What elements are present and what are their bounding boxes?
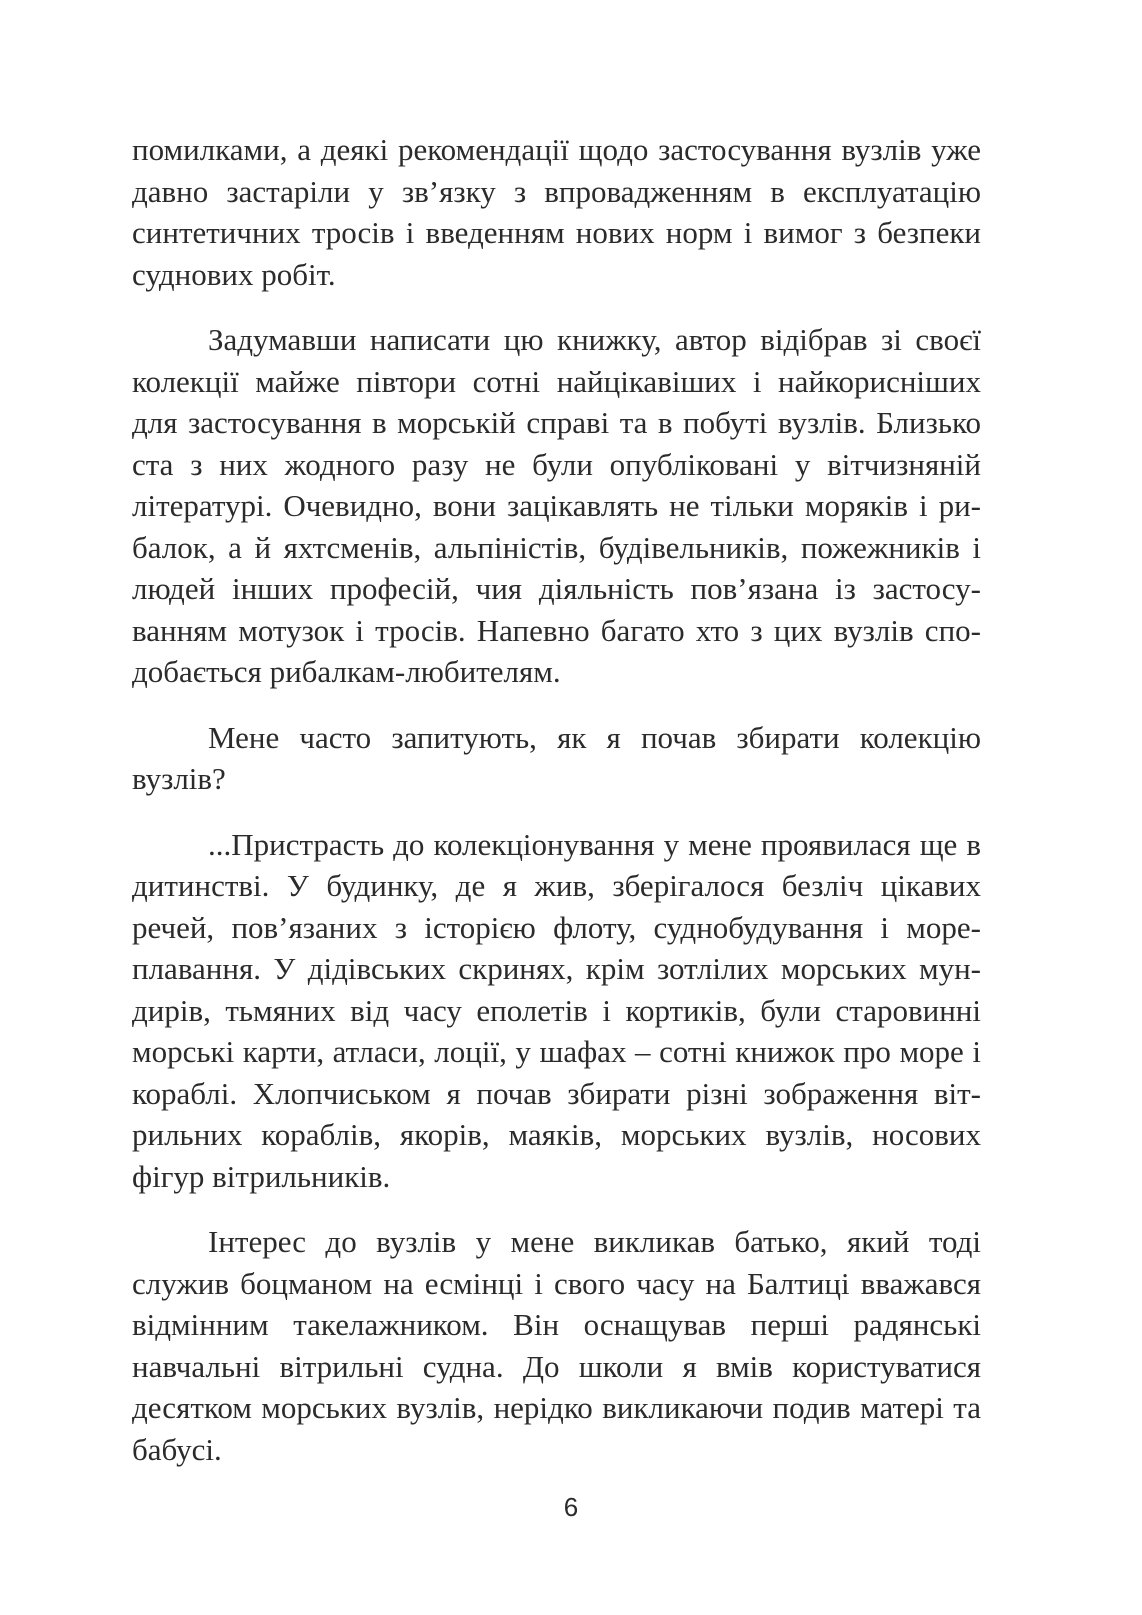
paragraph-4: ...Пристрасть до колекціонування у мене проявилася ще в дитинстві. У будинку, де я жив, зберігалося безліч цікавих речей, пов’язаних з історією флоту, суднобудування і мореплавання. У дідівських скринях, крім зотлілих морських мундирів, тьмяних від часу еполетів і кортиків, були старовинні морські карти, атласи, лоції, у шафах – сотні книжок про море і кораблі. Хлопчиськом я почав збирати різні зображення вітрильних кораблів, якорів, маяків, морських вузлів, носових фігур вітрильників. [132, 826, 981, 1194]
paragraph-5: Інтерес до вузлів у мене викликав батько, який тоді служив боцманом на есмінці і свого часу на Балтиці вважався відмінним такелажником. Він оснащував перші радянські навчальні вітрильні судна. До школи я вмів користуватися десятком морських вузлів, нерідко викликаючи подив матері та бабусі. [132, 1224, 981, 1467]
paragraph-1: помилками, а деякі рекомендації щодо застосування вузлів уже давно застаріли у зв’язку з впровадженням в експлуатацію синтетичних тросів і введенням нових норм і вимог з безпеки суднових робіт. [132, 132, 981, 292]
paragraph-3: Мене часто запитують, як я почав збирати колекцію вузлів? [132, 719, 981, 796]
page-number: 6 [563, 1492, 579, 1522]
paragraph-2: Задумавши написати цю книжку, автор відібрав зі своєї колекції майже півтори сотні найцікавіших і найкорисніших для застосування в морській справі та в побуті вузлів. Близько ста з них жодного разу не були опубліковані у вітчизняній літературі. Очевидно, вони зацікавлять не тільки моряків і рибалок, а й яхтсменів, альпіністів, будівельників, пожежників і людей інших професій, чия діяльність пов’язана із застосуванням мотузок і тросів. Напевно багато хто з цих вузлів сподобається рибалкам-любителям. [132, 322, 981, 689]
body-text [132, 129, 981, 1494]
